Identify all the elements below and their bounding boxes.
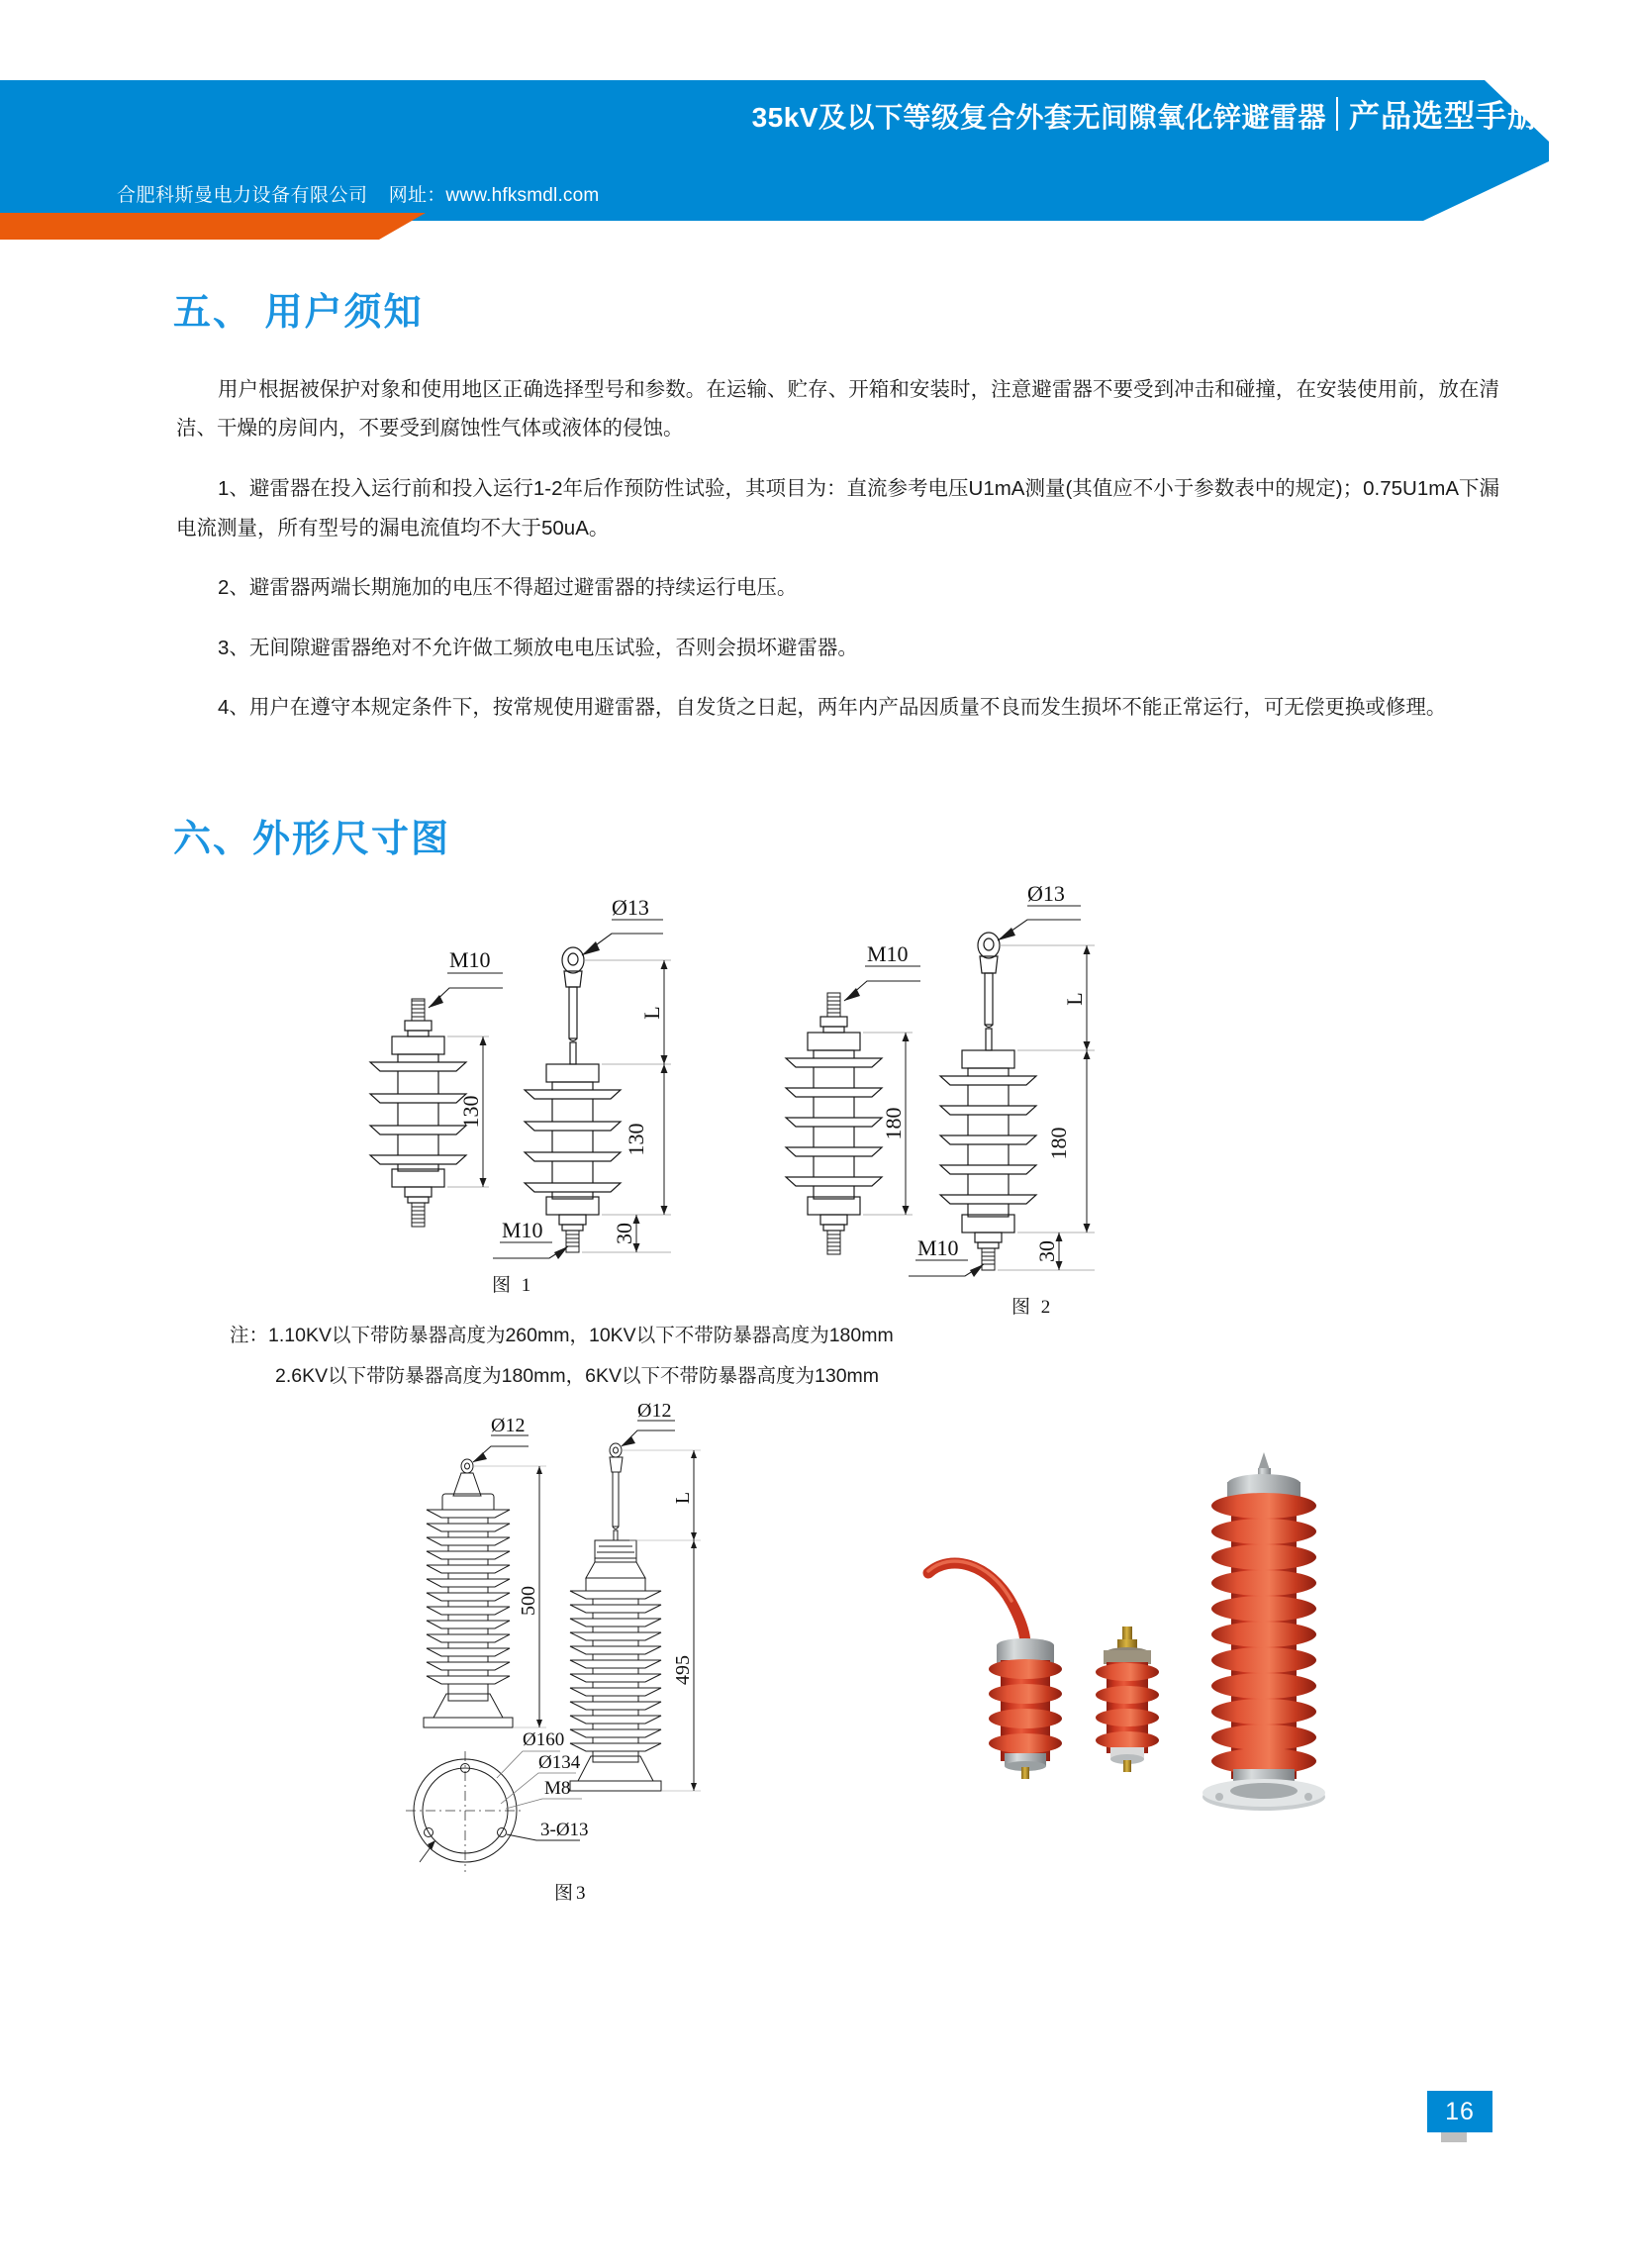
figure-1-caption: 图 1 [492, 1274, 534, 1296]
section-5-paragraph-0: 用户根据被保护对象和使用地区正确选择型号和参数。在运输、贮存、开箱和安装时，注意避雷器不要受到冲击和碰撞，在安装使用前，放在清洁、干燥的房间内，不要受到腐蚀性气体或液体的侵蚀。 [176, 377, 1499, 441]
header-orange-accent [0, 213, 426, 240]
figure-1-left-arrester [370, 947, 503, 1227]
product-photo-arrester-middle [1096, 1627, 1159, 1772]
company-website: 网址：www.hfksmdl.com [388, 185, 600, 206]
figure-2-caption: 图 2 [1011, 1296, 1054, 1318]
figure-1-dim-30: 30 [612, 1222, 636, 1244]
header-title-main: 35kV及以下等级复合外套无间隙氧化锌避雷器 [751, 102, 1326, 133]
figure-1-label-phi13: Ø13 [612, 894, 649, 920]
figure-notes [230, 1316, 1636, 1397]
page-header [0, 0, 1636, 257]
section-6-heading: 六、外形尺寸图 [173, 818, 451, 860]
figure-3-label-3phi13: 3-Ø13 [540, 1819, 589, 1840]
figure-3-caption: 图3 [554, 1882, 589, 1904]
section-5-paragraph-3: 3、无间隙避雷器绝对不允许做工频放电电压试验，否则会损坏避雷器。 [218, 636, 858, 659]
figure-1-label-m10-top: M10 [449, 946, 491, 972]
section-5-paragraph-2: 2、避雷器两端长期施加的电压不得超过避雷器的持续运行电压。 [218, 576, 798, 600]
figure-1-dim-130-right: 130 [624, 1123, 648, 1156]
company-name: 合肥科斯曼电力设备有限公司 [117, 185, 368, 206]
figure-note-2: 2.6KV以下带防暴器高度为180mm，6KV以下不带防暴器高度为130mm [275, 1364, 880, 1387]
figures-row-1 [0, 880, 1636, 1318]
figure-2-left-arrester [786, 941, 920, 1254]
figure-1-dim-130-left: 130 [458, 1095, 483, 1129]
figure-1-drawing [327, 884, 752, 1315]
header-title-divider [1336, 97, 1338, 131]
figure-3-label-phi160: Ø160 [523, 1728, 565, 1750]
section-5-heading: 五、 用户须知 [173, 292, 424, 334]
product-photo [920, 1434, 1425, 1855]
figure-3-label-m8: M8 [544, 1777, 571, 1799]
figure-3-drawing [396, 1399, 732, 1915]
figure-1-label-m10-bottom: M10 [502, 1217, 543, 1242]
figure-3-label-phi134: Ø134 [538, 1751, 581, 1773]
figure-3-dim-L: L [672, 1491, 694, 1504]
figure-3-base-plan [406, 1729, 589, 1872]
figure-3-dim-495: 495 [672, 1654, 694, 1685]
product-photo-arrester-right [1203, 1452, 1325, 1811]
figure-2-label-m10-bottom: M10 [917, 1234, 959, 1260]
section-5-paragraph-1: 1、避雷器在投入运行前和投入运行1-2年后作预防性试验，其项目为：直流参考电压U1mA测量(其值应不小于参数表中的规定)；0.75U1mA下漏电流测量，所有型号的漏电流值均不大于50uA。 [176, 476, 1499, 540]
figure-2-label-phi13: Ø13 [1027, 880, 1065, 906]
figure-2-right-arrester [909, 881, 1095, 1277]
product-photo-arrester-left [928, 1561, 1062, 1779]
figure-3-right-arrester [570, 1400, 701, 1791]
figure-3-dim-500: 500 [518, 1585, 539, 1616]
figure-2-dim-30: 30 [1034, 1239, 1059, 1262]
page-number-badge: 16 [1427, 2091, 1492, 2132]
figure-2-dim-L: L [1062, 992, 1087, 1006]
figure-2-dim-180-left: 180 [881, 1107, 906, 1140]
figure-2-label-m10-top: M10 [867, 940, 909, 966]
page-content [0, 257, 1636, 1910]
header-title [752, 93, 1539, 132]
figure-3-left-arrester [424, 1415, 546, 1727]
header-company-line [117, 180, 599, 207]
figure-note-1: 注：1.10KV以下带防暴器高度为260mm，10KV以下不带防暴器高度为180mm [230, 1324, 894, 1346]
figure-2-drawing [742, 880, 1198, 1325]
header-title-sub: 产品选型手册 [1349, 99, 1539, 134]
figure-2-dim-180-right: 180 [1046, 1127, 1071, 1160]
section-5-paragraph-4: 4、用户在遵守本规定条件下，按常规使用避雷器，自发货之日起，两年内产品因质量不良而发生损坏不能正常运行，可无偿更换或修理。 [218, 696, 1447, 720]
figure-3-label-phi12-right: Ø12 [637, 1399, 672, 1422]
figure-1-dim-L: L [639, 1006, 664, 1020]
figure-3-label-phi12-left: Ø12 [491, 1414, 526, 1436]
figures-row-2 [0, 1399, 1636, 1910]
figure-1-right-arrester [493, 895, 671, 1259]
